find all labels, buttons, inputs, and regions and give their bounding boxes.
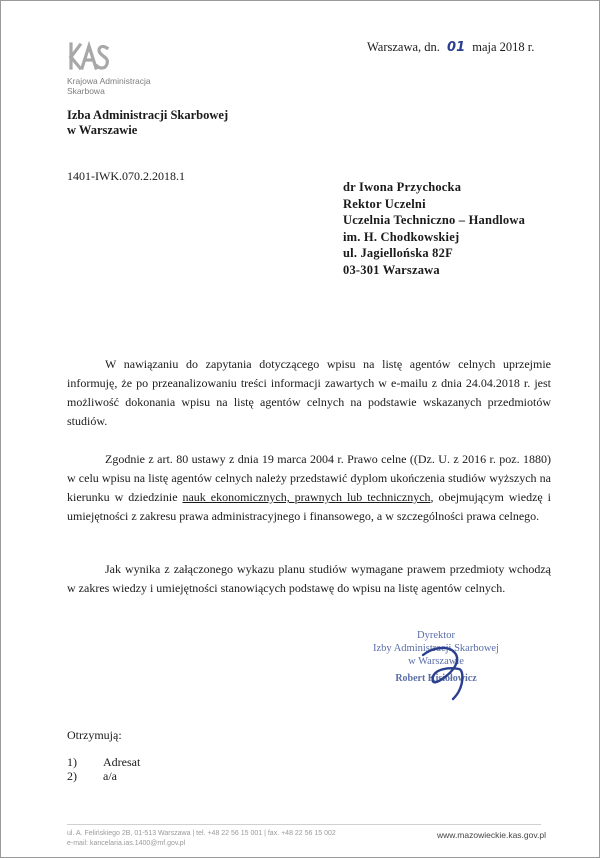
footer-contact [67, 829, 336, 849]
logo-text [67, 76, 151, 96]
office-line-2: w Warszawie [67, 123, 138, 137]
place-date-suffix: maja 2018 r. [472, 40, 535, 54]
addressee-line: Uczelnia Techniczno – Handlowa [343, 213, 526, 227]
issuing-office [67, 108, 228, 138]
body-paragraph-1 [67, 355, 551, 431]
list-item-number: 1) [67, 755, 77, 769]
footer-website: www.mazowieckie.kas.gov.pl [437, 830, 546, 840]
stamp-office-1: Izby Administracji Skarbowej [373, 643, 499, 654]
footer-address: ul. A. Felińskiego 2B, 01-513 Warszawa | tel. +48 22 56 15 001 | fax. +48 22 56 15 002 [67, 830, 336, 837]
paragraph-part: , obejmującym wiedzę i umiejętności z zakresu prawa administracyjnego i finansowego, a w szczególności prawa celnego. [67, 490, 551, 523]
stamp-office-2: w Warszawie [408, 656, 464, 667]
body-paragraph-2 [67, 450, 551, 526]
addressee-line: dr Iwona Przychocka [343, 180, 462, 194]
paragraph-text [67, 450, 551, 526]
paragraph-text: Jak wynika z załączonego wykazu planu studiów wymagane prawem przedmioty wchodzą w zakres wiedzy i umiejętności stanowiących podstawę do wpisu na listę agentów celnych. [67, 562, 551, 595]
body-paragraph-3 [67, 560, 551, 598]
underlined-phrase: nauk ekonomicznych, prawnych lub technicznych [182, 490, 431, 504]
kas-logo-icon [67, 41, 111, 75]
place-date [367, 40, 534, 55]
place-date-prefix: Warszawa, dn. [367, 40, 440, 54]
list-item-text: Adresat [103, 755, 141, 769]
addressee-block [343, 179, 525, 278]
addressee-line: 03-301 Warszawa [343, 262, 440, 277]
footer-divider [67, 824, 541, 825]
addressee-line: Rektor Uczelni [343, 196, 426, 211]
list-item-number: 2) [67, 769, 77, 783]
office-line-1: Izba Administracji Skarbowej [67, 108, 229, 122]
addressee-line: im. H. Chodkowskiej [343, 229, 460, 244]
list-item-text: a/a [103, 769, 117, 783]
paragraph-text: W nawiązaniu do zapytania dotyczącego wpisu na listę agentów celnych uprzejmie informuję, że po przeanalizowaniu treści informacji zawartych w e-mailu z dnia 24.04.2018 r. jest możliwość dokonania wpisu na listę agentów celnych na podstawie wskazanych przedmiotów studiów. [67, 357, 551, 428]
addressee-line: ul. Jagiellońska 82F [343, 246, 453, 260]
footer-email: e-mail: kancelaria.ias.1400@mf.gov.pl [67, 840, 186, 847]
list-item [67, 769, 140, 783]
paragraph-part: Zgodnie z art. 80 ustawy z dnia 19 marca 2004 r. Prawo celne ((Dz. U. z 2016 r. poz. 1880) w celu wpisu na listę agentów celnych należy przedstawić dyplom ukończenia studiów wyższych na kierunku w dziedzinie [67, 452, 551, 504]
reference-number: 1401-IWK.070.2.2018.1 [67, 169, 185, 183]
logo-line-2: Skarbowa [67, 86, 105, 96]
recipients-label: Otrzymują: [67, 728, 122, 742]
stamp-name: Robert Kisiołowicz [395, 673, 477, 684]
stamp-title: Dyrektor [417, 630, 455, 641]
recipients-list [67, 755, 140, 783]
list-item [67, 755, 140, 769]
logo-line-1: Krajowa Administracja [67, 76, 151, 86]
handwritten-day: 01 [447, 40, 466, 55]
handwritten-signature-icon [415, 641, 475, 701]
